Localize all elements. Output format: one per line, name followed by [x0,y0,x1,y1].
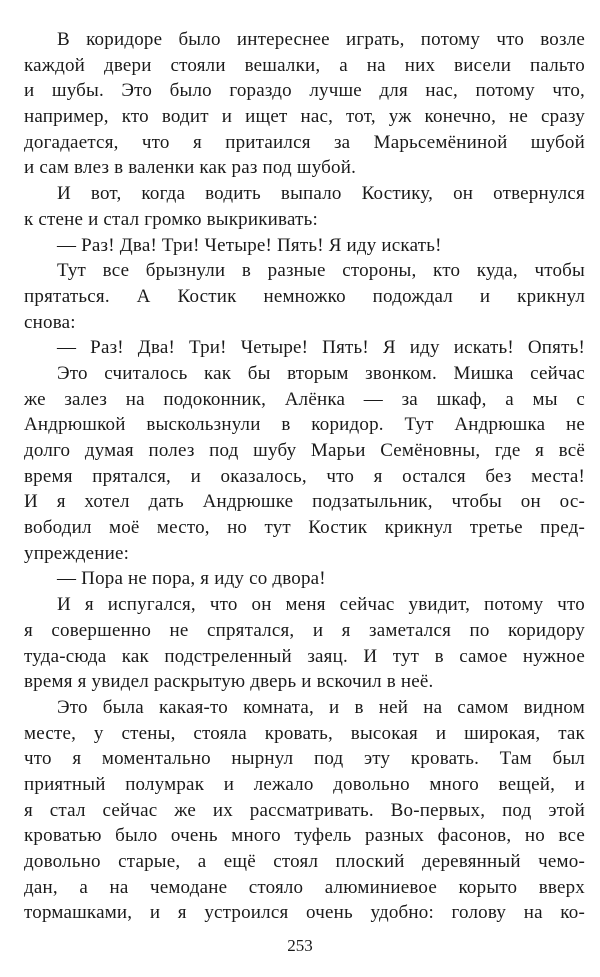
dialogue-line: — Раз! Два! Три! Четыре! Пять! Я иду искать! Опять! [57,337,585,359]
text-line: И вот, когда водить выпало Костику, он отвернулся [57,183,585,205]
text-line: Это считалось как бы вторым звонком. Мишка сейчас [57,362,585,384]
text-line: я совершенно не спрятался, и я заметался по коридору [24,619,585,641]
text-line: туда-сюда как подстреленный заяц. И тут в самое нужное [24,645,585,667]
text-line: же залез на подоконник, Алёнка — за шкаф, а мы с [24,388,585,410]
text-line: месте, у стены, стояла кровать, высокая и широкая, так [24,722,585,744]
dialogue-line: — Пора не пора, я иду со двора! [57,568,326,590]
text-line: Андрюшкой выскользнули в коридор. Тут Андрюшка не [24,414,585,436]
text-line: И я хотел дать Андрюшке подзатыльник, чтобы он ос- [24,491,585,513]
text-line: тормашками, и я устроился очень удобно: голову на ко- [24,902,585,924]
text-line: что я моментально нырнул под эту кровать. Там был [24,748,585,770]
text-line: время я увидел раскрытую дверь и вскочил в неё. [24,671,434,693]
text-line: к стене и стал громко выкрикивать: [24,208,318,230]
text-line: догадается, что я притаился за Марьсемёниной шубой [24,131,585,153]
text-line: и сам влез в валенки как раз под шубой. [24,157,357,179]
text-line: Это была какая-то комната, и в ней на самом видном [57,696,585,718]
text-line: довольно старые, а ещё стоял плоский деревянный чемо- [24,851,585,872]
dialogue-line: — Раз! Два! Три! Четыре! Пять! Я иду искать! [57,234,442,256]
text-line: прятаться. А Костик немножко подождал и крикнул [24,285,585,307]
text-line: вободил моё место, но тут Костик крикнул третье пред- [24,517,585,539]
text-line: я стал сейчас же их рассматривать. Во-первых, под этой [24,799,585,821]
text-line: например, кто водит и ищет нас, тот, уж конечно, не сразу [24,106,585,128]
text-line: приятный полумрак и лежало довольно много вещей, и [24,773,585,795]
text-line: дан, а на чемодане стояло алюминиевое корыто вверх [24,876,585,898]
text-line: время прятался, и оказалось, что я остался без места! [24,465,585,487]
text-line: упреждение: [24,542,130,564]
text-line: В коридоре было интереснее играть, потому что возле [57,29,585,50]
text-line: Тут все брызнули в разные стороны, кто куда, чтобы [57,260,585,282]
book-page-text [24,27,585,926]
text-line: И я испугался, что он меня сейчас увидит, потому что [57,594,585,616]
text-line: кроватью было очень много туфель разных фасонов, но все [24,825,585,847]
page-number: 253 [287,936,313,955]
text-line: долго думая полез под шубу Марьи Семёновны, где я всё [24,440,585,461]
text-line: и шубы. Это было гораздо лучше для нас, потому что, [24,80,585,102]
text-line: снова: [24,311,76,333]
text-line: каждой двери стояли вешалки, а на них висели пальто [24,54,585,76]
